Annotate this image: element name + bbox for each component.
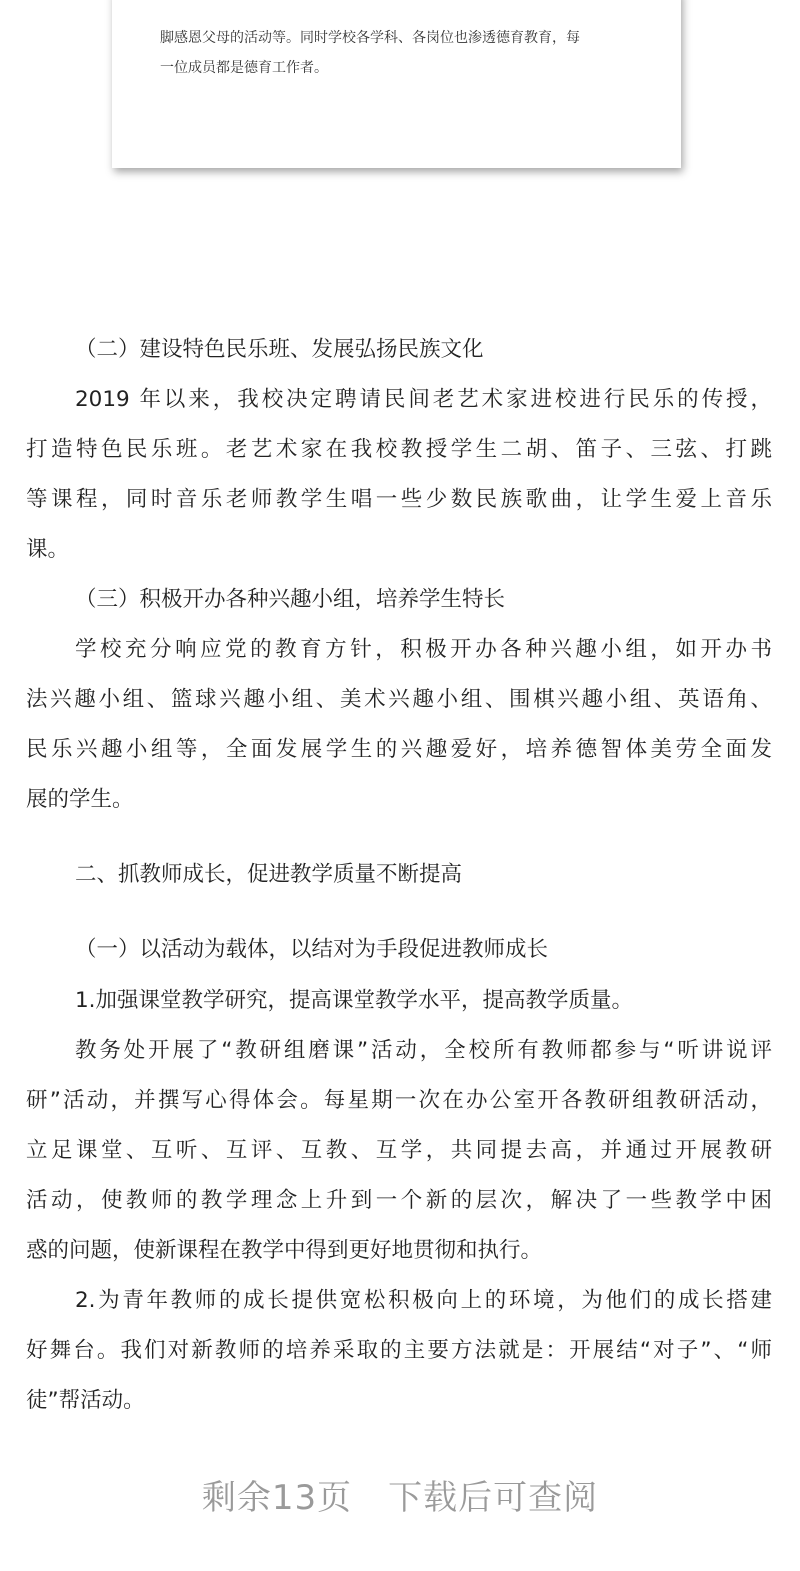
paragraph-line: 惑的问题，使新课程在教学中得到更好地贯彻和执行。 xyxy=(26,1238,543,1263)
paragraph-line: 等课程，同时音乐老师教学生唱一些少数民族歌曲，让学生爱上音乐 xyxy=(26,487,772,512)
section-heading: （二）建设特色民乐班、发展弘扬民族文化 xyxy=(75,337,484,362)
paragraph-line: 展的学生。 xyxy=(26,787,134,812)
card-text-line: 一位成员都是德育工作者。 xyxy=(160,60,328,76)
paragraph-line: 课。 xyxy=(26,537,70,562)
paragraph-line: 立足课堂、互听、互评、互教、互学，共同提去高，并通过开展教研 xyxy=(26,1138,772,1163)
remaining-pages-label: 剩余13页 xyxy=(201,1478,353,1518)
section-heading: 二、抓教师成长，促进教学质量不断提高 xyxy=(75,862,463,887)
paragraph-line: 2019 年以来，我校决定聘请民间老艺术家进校进行民乐的传授， xyxy=(75,387,772,412)
section-heading: （三）积极开办各种兴趣小组，培养学生特长 xyxy=(75,587,506,612)
paragraph-line: 民乐兴趣小组等，全面发展学生的兴趣爱好，培养德智体美劳全面发 xyxy=(26,737,772,762)
paragraph-line: 1.加强课堂教学研究，提高课堂教学水平，提高教学质量。 xyxy=(75,988,634,1013)
card-text-line: 脚感恩父母的活动等。同时学校各学科、各岗位也渗透德育教育，每 xyxy=(160,30,580,46)
paragraph-line: 2.为青年教师的成长提供宽松积极向上的环境，为他们的成长搭建 xyxy=(75,1288,772,1313)
paragraph-line: 活动，使教师的教学理念上升到一个新的层次，解决了一些教学中困 xyxy=(26,1188,772,1213)
paragraph-line: 教务处开展了“教研组磨课”活动，全校所有教师都参与“听讲说评 xyxy=(75,1038,772,1063)
paragraph-line: 好舞台。我们对新教师的培养采取的主要方法就是：开展结“对子”、“师 xyxy=(26,1338,772,1363)
paragraph-line: 法兴趣小组、篮球兴趣小组、美术兴趣小组、围棋兴趣小组、英语角、 xyxy=(26,687,772,712)
download-prompt[interactable] xyxy=(0,1470,800,1519)
download-to-view-label[interactable]: 下载后可查阅 xyxy=(388,1478,599,1518)
section-heading: （一）以活动为载体，以结对为手段促进教师成长 xyxy=(75,937,549,962)
paragraph-line: 研”活动，并撰写心得体会。每星期一次在办公室开各教研组教研活动， xyxy=(26,1088,772,1113)
paragraph-line: 徒”帮活动。 xyxy=(26,1388,145,1413)
paragraph-line: 打造特色民乐班。老艺术家在我校教授学生二胡、笛子、三弦、打跳 xyxy=(26,437,772,462)
paragraph-line: 学校充分响应党的教育方针，积极开办各种兴趣小组，如开办书 xyxy=(75,637,772,662)
document-preview-card xyxy=(112,0,681,168)
